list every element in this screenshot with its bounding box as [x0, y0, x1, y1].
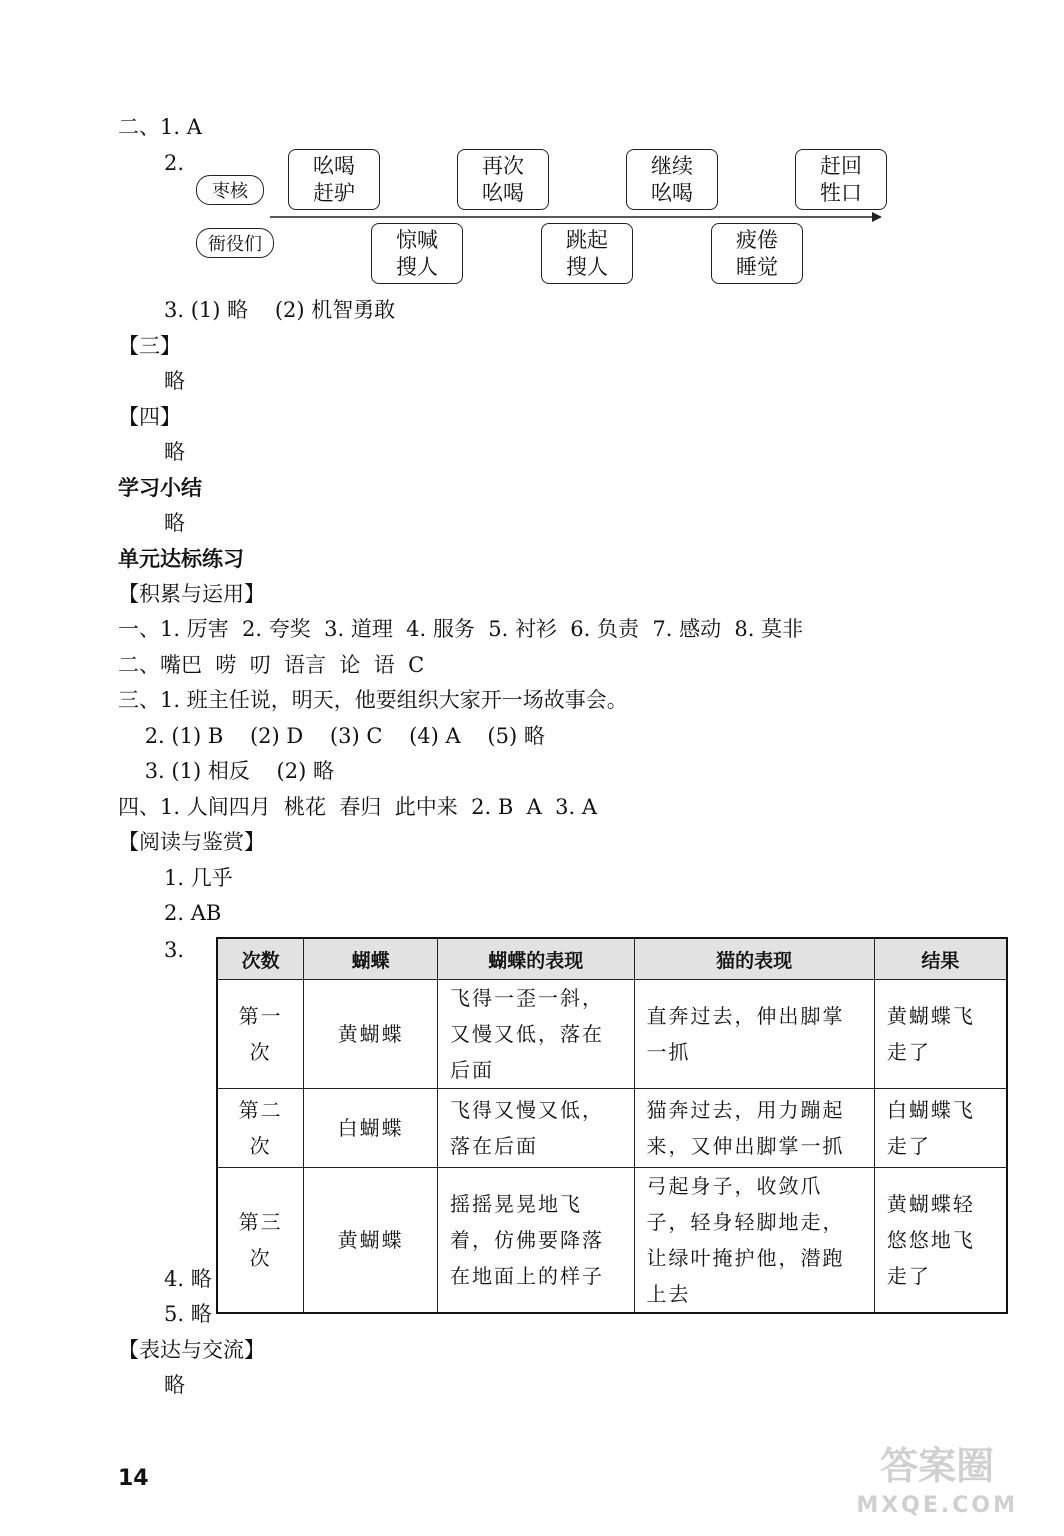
top-box: 赶回 牲口: [795, 149, 887, 210]
after-line: 5. 略: [164, 1302, 212, 1326]
table-header: 结果: [874, 938, 1007, 980]
reading-line: 2. AB: [164, 901, 222, 925]
top-box: 再次 吆喝: [457, 149, 549, 210]
watermark-sub: MXQE.COM: [856, 1493, 1018, 1518]
watermark-logo: [856, 1446, 1018, 1526]
table-header-row: [217, 938, 1007, 980]
summary-heading: 学习小结: [118, 476, 202, 500]
table-header: 猫的表现: [634, 938, 874, 980]
unit-line: 3. (1) 相反 (2) 略: [118, 759, 334, 783]
after-line: 4. 略: [164, 1267, 212, 1291]
table-header: 蝴蝶: [304, 938, 438, 980]
table-row: [217, 980, 1007, 1089]
q2-2-number: 2.: [164, 151, 185, 175]
table-cell: 黄蝴蝶轻悠悠地飞走了: [874, 1168, 1007, 1314]
summary-answer: 略: [164, 511, 185, 535]
table-cell: 直奔过去，伸出脚掌一抓: [634, 980, 874, 1089]
table-row: [217, 1089, 1007, 1168]
express-heading: 【表达与交流】: [118, 1338, 265, 1362]
reading-line: 1. 几乎: [164, 866, 233, 890]
table-cell: 第二次: [217, 1089, 304, 1168]
table-cell: 黄蝴蝶: [304, 980, 438, 1089]
top-box: 吆喝 赶驴: [288, 149, 380, 210]
section-4-heading: 【四】: [118, 405, 181, 429]
table-cell: 弓起身子，收敛爪子，轻身轻脚地走，让绿叶掩护他，潜跑上去: [634, 1168, 874, 1314]
unit-line: 三、1. 班主任说，明天，他要组织大家开一场故事会。: [118, 688, 628, 712]
table-header: 蝴蝶的表现: [438, 938, 635, 980]
table-cell: 白蝴蝶飞走了: [874, 1089, 1007, 1168]
section-3-answer: 略: [164, 369, 185, 393]
section-4-answer: 略: [164, 440, 185, 464]
table-cell: 黄蝴蝶: [304, 1168, 438, 1314]
bottom-box: 疲倦 睡觉: [711, 223, 803, 284]
table-number: 3.: [164, 938, 185, 962]
butterfly-table: [216, 937, 1008, 1314]
bottom-box: 跳起 搜人: [541, 223, 633, 284]
q2-3-answer: 3. (1) 略 (2) 机智勇敢: [164, 298, 396, 322]
q2-1-answer: 二、1. A: [118, 115, 202, 139]
table-row: [217, 1168, 1007, 1314]
table-cell: 白蝴蝶: [304, 1089, 438, 1168]
actor-yayi: 衙役们: [196, 228, 274, 258]
unit-line: 二、嘴巴 唠 叨 语言 论 语 C: [118, 653, 425, 677]
table-cell: 黄蝴蝶飞走了: [874, 980, 1007, 1089]
top-box: 继续 吆喝: [626, 149, 718, 210]
reading-heading: 【阅读与鉴赏】: [118, 830, 265, 854]
express-answer: 略: [164, 1373, 185, 1397]
section-3-heading: 【三】: [118, 334, 181, 358]
table-cell: 猫奔过去，用力蹦起来，又伸出脚掌一抓: [634, 1089, 874, 1168]
accumulate-heading: 【积累与运用】: [118, 582, 265, 606]
table-cell: 飞得又慢又低，落在后面: [438, 1089, 635, 1168]
table-header: 次数: [217, 938, 304, 980]
unit-line: 四、1. 人间四月 桃花 春归 此中来 2. B A 3. A: [118, 795, 597, 819]
bottom-box: 惊喊 搜人: [371, 223, 463, 284]
page-number: 14: [118, 1466, 149, 1491]
table-cell: 第三次: [217, 1168, 304, 1314]
actor-zaohe: 枣核: [196, 175, 264, 205]
unit-heading: 单元达标练习: [118, 547, 244, 571]
watermark-main: 答案圈: [880, 1444, 995, 1488]
unit-line: 2. (1) B (2) D (3) C (4) A (5) 略: [118, 724, 545, 748]
table-cell: 摇摇晃晃地飞着，仿佛要降落在地面上的样子: [438, 1168, 635, 1314]
table-cell: 第一次: [217, 980, 304, 1089]
unit-line: 一、1. 厉害 2. 夸奖 3. 道理 4. 服务 5. 衬衫 6. 负责 7. 感动 8. 莫非: [118, 617, 804, 641]
table-cell: 飞得一歪一斜，又慢又低，落在后面: [438, 980, 635, 1089]
